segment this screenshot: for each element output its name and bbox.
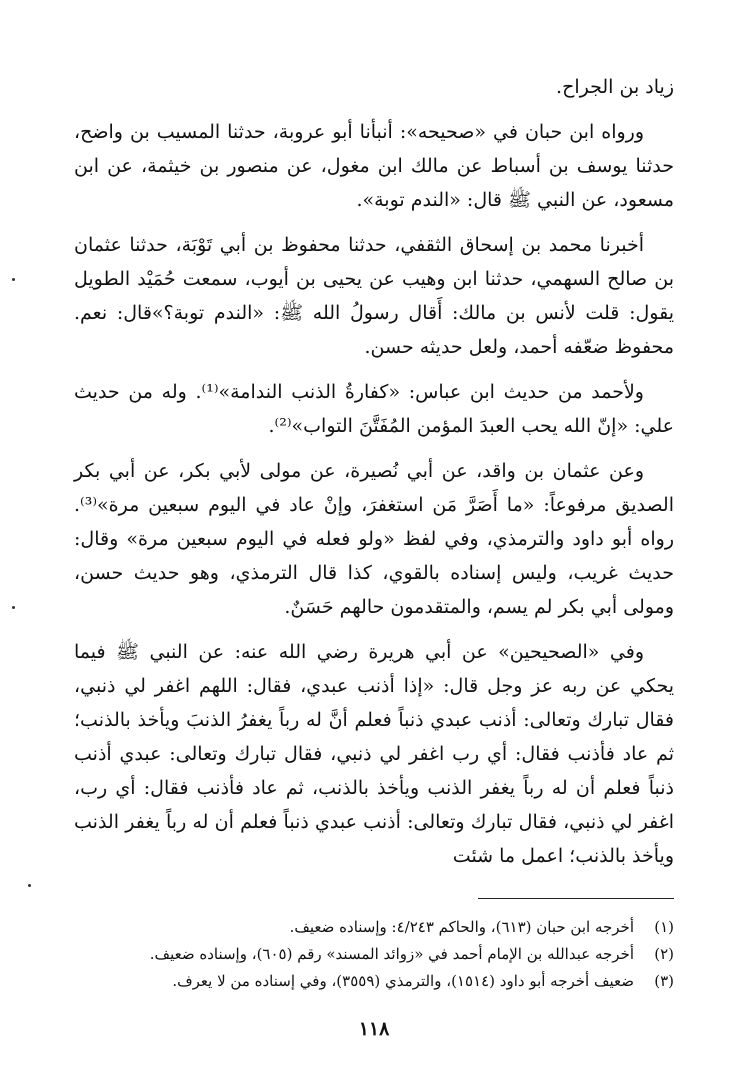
footnote-text: ضعيف أخرجه أبو داود (١٥١٤)، والترمذي (٣٥٥٩)، وفي إسناده من لا يعرف. — [172, 972, 634, 990]
paragraph-2: ورواه ابن حبان في «صحيحه»: أنبأنا أبو عروبة، حدثنا المسيب بن واضح، حدثنا يوسف بن أسباط عن مالك ابن مغول، عن منصور بن خيثمة، عن ابن مسعود، عن النبي ﷺ قال: «الندم توبة». — [74, 121, 674, 211]
footnote-2 — [74, 941, 674, 968]
paragraph-1: زياد بن الجراح. — [556, 76, 674, 98]
footnote-separator — [478, 898, 674, 899]
footnote-3 — [74, 968, 674, 995]
footnote-number: (٢) — [654, 945, 674, 963]
paragraph-5: وعن عثمان بن واقد، عن أبي نُصيرة، عن مولى لأبي بكر، عن أبي بكر الصديق مرفوعاً: «ما أَصَرَّ مَن استغفرَ، وإنْ عاد في اليوم سبعين مرة»⁽³⁾. رواه أبو داود والترمذي، وفي لفظ «ولو فعله في اليوم سبعين مرة» وقال: حديث غريب، وليس إسناده بالقوي، كذا قال الترمذي، وهو حديث حسن، ومولى أبي بكر لم يسم، والمتقدمون حالهم حَسَنٌ. — [74, 460, 674, 618]
footnotes — [74, 914, 674, 995]
footnote-text: أخرجه عبدالله بن الإمام أحمد في «زوائد المسند» رقم (٦٠٥)، وإسناده ضعيف. — [149, 945, 634, 963]
paragraph-4: ولأحمد من حديث ابن عباس: «كفارةُ الذنب الندامة»⁽¹⁾. وله من حديث علي: «إنّ الله يحب العبدَ المؤمن المُفَتَّنَ التواب»⁽²⁾. — [74, 381, 674, 437]
paragraph-3: أخبرنا محمد بن إسحاق الثقفي، حدثنا محفوظ بن أبي تَوْبَة، حدثنا عثمان بن صالح السهمي، حدثنا ابن وهيب عن يحيى بن أيوب، سمعت حُمَيْد الطويل يقول: قلت لأنس بن مالك: أَقال رسولُ الله ﷺ: «الندم توبة؟»قال: نعم. محفوظ ضعّفه أحمد، ولعل حديثه حسن. — [74, 234, 674, 358]
footnote-text: أخرجه ابن حبان (٦١٣)، والحاكم ٤/٢٤٣: وإسناده ضعيف. — [289, 918, 634, 936]
footnote-1 — [74, 914, 674, 941]
paragraph-6: وفي «الصحيحين» عن أبي هريرة رضي الله عنه: عن النبي ﷺ فيما يحكي عن ربه عز وجل قال: «إذا أذنب عبدي، فقال: اللهم اغفر لي ذنبي، فقال تبارك وتعالى: أذنب عبدي ذنباً فعلم أنَّ له رباً يغفرُ الذنبَ ويأخذ بالذنب؛ ثم عاد فأذنب فقال: أي رب اغفر لي ذنبي، فقال تبارك وتعالى: عبدي أذنب ذنباً فعلم أن له رباً يغفر الذنب ويأخذ بالذنب، ثم عاد فأذنب فقال: أي رب، اغفر لي ذنبي، فقال تبارك وتعالى: أذنب عبدي ذنباً فعلم أن له رباً يغفر الذنب ويأخذ بالذنب؛ اعمل ما شئت — [74, 641, 674, 867]
footnote-number: (٣) — [654, 972, 674, 990]
footnote-number: (١) — [654, 918, 674, 936]
page-number: ١١٨ — [358, 1018, 390, 1040]
margin-speck — [12, 278, 15, 281]
margin-speck — [28, 884, 31, 887]
margin-speck — [12, 606, 15, 609]
main-text — [74, 70, 674, 873]
